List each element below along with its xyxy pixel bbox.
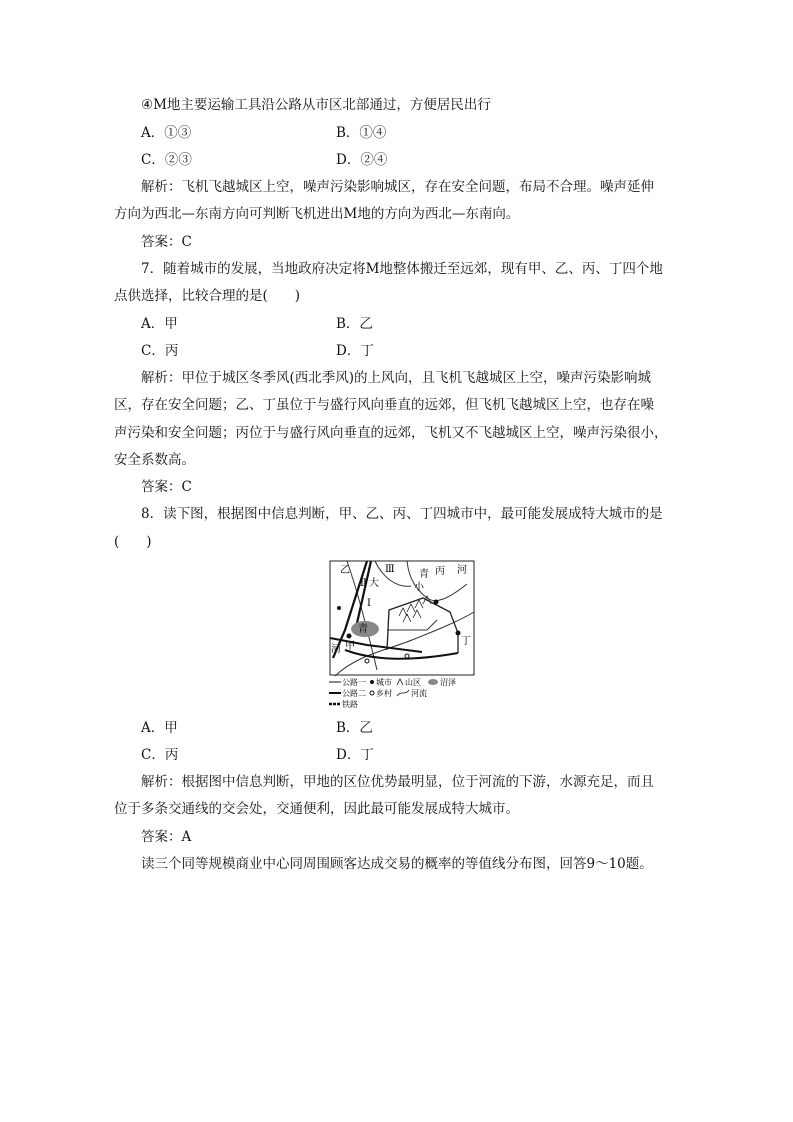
label-xiao: 小 xyxy=(414,582,424,593)
label-III: Ⅲ xyxy=(385,564,395,575)
legend-village-symbol xyxy=(370,691,374,695)
legend-railway: 铁路 xyxy=(342,700,358,709)
q6-choice-b: B．①④ xyxy=(336,125,387,141)
q6-answer: 答案：C xyxy=(141,234,192,250)
label-II: Ⅱ xyxy=(360,578,367,589)
city-yi xyxy=(337,606,341,610)
q8-choice-a: A．甲 xyxy=(141,720,178,736)
legend-city-symbol xyxy=(370,680,374,684)
q6-analysis-line-2: 方向为西北—东南方向可判断飞机进出M地的方向为西北—东南向。 xyxy=(114,206,520,222)
legend-river-symbol xyxy=(397,690,409,696)
village-1 xyxy=(365,659,369,663)
q8-analysis-line-1: 解析：根据图中信息判断，甲地的区位优势最明显，位于河流的下游，水源充足，而且 xyxy=(141,774,654,790)
q6-choice-d: D．②④ xyxy=(336,152,388,168)
q7-stem-line-1: 7．随着城市的发展，当地政府决定将M地整体搬迁至远郊，现有甲、乙、丙、丁四个地 xyxy=(141,261,663,277)
village-2 xyxy=(405,654,409,658)
city-jia xyxy=(347,634,352,639)
legend-swamp-symbol xyxy=(428,679,438,685)
label-qing-top: 青 xyxy=(419,569,429,580)
q6-option-4: ④M地主要运输工具沿公路从市区北部通过，方便居民出行 xyxy=(141,97,491,113)
q8-stem-line-1: 8．读下图，根据图中信息判断，甲、乙、丙、丁四城市中，最可能发展成特大城市的是 xyxy=(141,506,663,522)
q7-analysis-line-4: 安全系数高。 xyxy=(114,452,195,468)
label-bing: 丙 xyxy=(435,566,445,577)
label-ding: 丁 xyxy=(461,636,471,647)
q8-choice-b: B．乙 xyxy=(336,720,373,736)
q7-choice-d: D．丁 xyxy=(336,343,374,359)
q8-choice-d: D．丁 xyxy=(336,747,374,763)
map-svg xyxy=(327,560,477,712)
legend-river: 河流 xyxy=(411,689,427,698)
q7-choice-b: B．乙 xyxy=(336,316,373,332)
label-he-top: 河 xyxy=(457,565,467,576)
q8-answer: 答案：A xyxy=(141,829,192,845)
legend-mountain: 山区 xyxy=(405,678,421,687)
q8-stem-line-2: ( ) xyxy=(114,534,152,550)
q9-intro: 读三个同等规模商业中心同周围顾客达成交易的概率的等值线分布图，回答9～10题。 xyxy=(141,856,653,872)
q6-analysis-line-1: 解析：飞机飞越城区上空，噪声污染影响城区，存在安全问题，布局不合理。噪声延伸 xyxy=(141,179,654,195)
city-ding xyxy=(456,631,461,636)
q8-analysis-line-2: 位于多条交通线的交会处，交通便利，因此最可能发展成特大城市。 xyxy=(114,801,519,817)
label-I: Ⅰ xyxy=(367,598,371,609)
q7-choice-c: C．丙 xyxy=(141,343,179,359)
label-qing-mid: 青 xyxy=(358,624,368,635)
legend-mountain-symbol xyxy=(397,679,403,685)
q7-analysis-line-3: 声污染和安全问题；丙位于与盛行风向垂直的远郊，飞机又不飞越城区上空，噪声污染很小， xyxy=(114,425,668,441)
q7-stem-line-2: 点供选择，比较合理的是( ) xyxy=(114,288,301,304)
label-yi: 乙 xyxy=(340,565,350,576)
q7-analysis-line-2: 区，存在安全问题；乙、丁虽位于与盛行风向垂直的远郊，但飞机飞越城区上空，也存在噪 xyxy=(114,397,654,413)
q6-choice-c: C．②③ xyxy=(141,152,192,168)
legend-road1: 公路一 xyxy=(342,678,366,687)
legend-road2: 公路二 xyxy=(342,689,366,698)
legend-village: 乡村 xyxy=(376,689,392,698)
label-da: 大 xyxy=(369,578,379,589)
q7-choice-a: A．甲 xyxy=(141,316,178,332)
legend-swamp: 沼泽 xyxy=(440,678,456,687)
legend-city: 城市 xyxy=(376,678,392,687)
q8-choice-c: C．丙 xyxy=(141,747,179,763)
q7-answer: 答案：C xyxy=(141,479,192,495)
city-bing xyxy=(434,600,439,605)
map-figure xyxy=(327,560,477,712)
q6-choice-a: A．①③ xyxy=(141,125,192,141)
label-jia: 甲 xyxy=(345,641,355,652)
q7-analysis-line-1: 解析：甲位于城区冬季风(西北季风)的上风向，且飞机飞越城区上空，噪声污染影响城 xyxy=(141,370,652,386)
label-he-left: 河 xyxy=(331,644,341,655)
